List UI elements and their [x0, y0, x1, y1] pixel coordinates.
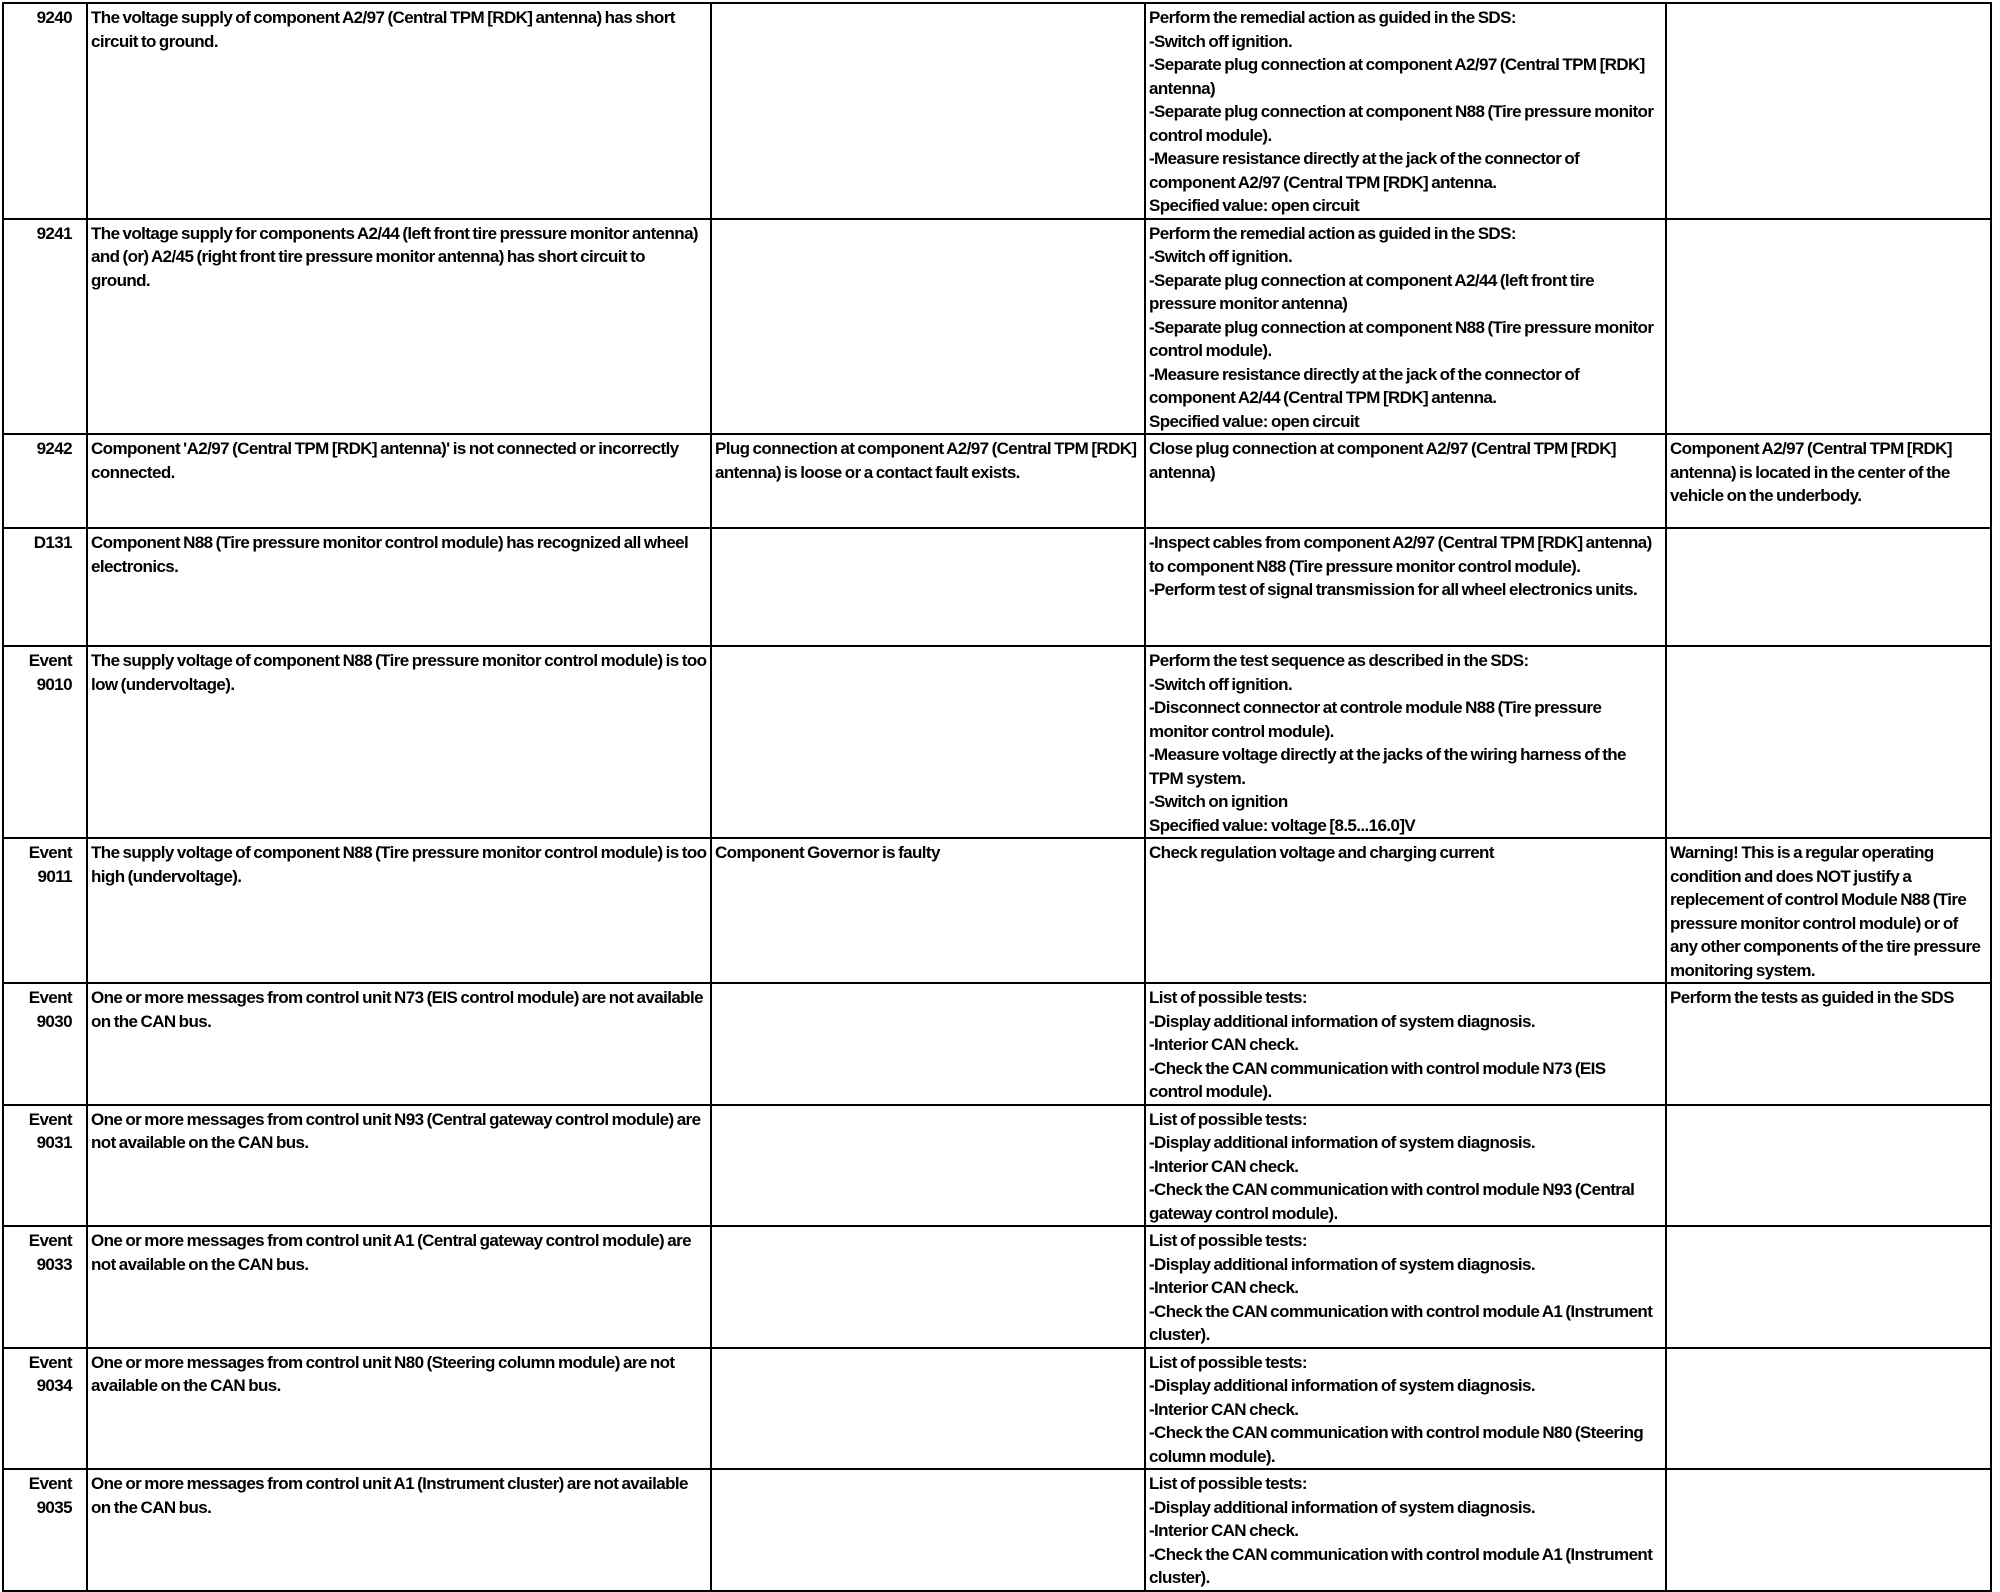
- note-cell: [1666, 3, 1991, 219]
- table-row: [3, 983, 1991, 1105]
- cause-cell: Plug connection at component A2/97 (Central TPM [RDK] antenna) is loose or a contact fault exists.: [711, 434, 1145, 528]
- fault-code-cell: Event 9034: [3, 1348, 87, 1470]
- table-row: [3, 528, 1991, 646]
- action-cell: List of possible tests: -Display additional information of system diagnosis. -Interior CAN check. -Check the CAN communication with control module N73 (EIS control module).: [1145, 983, 1666, 1105]
- description-cell: The voltage supply for components A2/44 (left front tire pressure monitor antenna) and (or) A2/45 (right front tire pressure monitor antenna) has short circuit to ground.: [87, 219, 711, 435]
- note-cell: [1666, 219, 1991, 435]
- description-cell: One or more messages from control unit N93 (Central gateway control module) are not available on the CAN bus.: [87, 1105, 711, 1227]
- table-row: [3, 1226, 1991, 1348]
- note-cell: [1666, 528, 1991, 646]
- fault-code-cell: Event 9010: [3, 646, 87, 838]
- note-cell: [1666, 1469, 1991, 1591]
- fault-code-cell: Event 9030: [3, 983, 87, 1105]
- fault-code-cell: D131: [3, 528, 87, 646]
- action-cell: -Inspect cables from component A2/97 (Central TPM [RDK] antenna) to component N88 (Tire pressure monitor control module). -Perform test of signal transmission for all wheel electronics units.: [1145, 528, 1666, 646]
- description-cell: One or more messages from control unit N73 (EIS control module) are not available on the CAN bus.: [87, 983, 711, 1105]
- cause-cell: [711, 646, 1145, 838]
- note-cell: Perform the tests as guided in the SDS: [1666, 983, 1991, 1105]
- cause-cell: [711, 3, 1145, 219]
- action-cell: List of possible tests: -Display additional information of system diagnosis. -Interior CAN check. -Check the CAN communication with control module N80 (Steering column module).: [1145, 1348, 1666, 1470]
- action-cell: List of possible tests: -Display additional information of system diagnosis. -Interior CAN check. -Check the CAN communication with control module A1 (Instrument cluster).: [1145, 1226, 1666, 1348]
- fault-code-cell: Event 9035: [3, 1469, 87, 1591]
- table-row: [3, 219, 1991, 435]
- cause-cell: [711, 219, 1145, 435]
- note-cell: Warning! This is a regular operating condition and does NOT justify a replecement of control Module N88 (Tire pressure monitor control module) or of any other components of the tire pressure monitoring system.: [1666, 838, 1991, 983]
- action-cell: Perform the remedial action as guided in the SDS: -Switch off ignition. -Separate plug connection at component A2/44 (left front tire pressure monitor antenna) -Separate plug connection at component N88 (Tire pressure monitor control module). -Measure resistance directly at the jack of the connector of component A2/44 (Central TPM [RDK] antenna. Specified value: open circuit: [1145, 219, 1666, 435]
- note-cell: [1666, 646, 1991, 838]
- description-cell: One or more messages from control unit N80 (Steering column module) are not available on the CAN bus.: [87, 1348, 711, 1470]
- description-cell: Component 'A2/97 (Central TPM [RDK] antenna)' is not connected or incorrectly connected.: [87, 434, 711, 528]
- description-cell: One or more messages from control unit A1 (Instrument cluster) are not available on the CAN bus.: [87, 1469, 711, 1591]
- fault-code-cell: 9241: [3, 219, 87, 435]
- description-cell: Component N88 (Tire pressure monitor control module) has recognized all wheel electronics.: [87, 528, 711, 646]
- table-row: [3, 646, 1991, 838]
- note-cell: Component A2/97 (Central TPM [RDK] antenna) is located in the center of the vehicle on the underbody.: [1666, 434, 1991, 528]
- action-cell: Perform the test sequence as described in the SDS: -Switch off ignition. -Disconnect connector at controle module N88 (Tire pressure monitor control module). -Measure voltage directly at the jacks of the wiring harness of the TPM system. -Switch on ignition Specified value: voltage [8.5...16.0]V: [1145, 646, 1666, 838]
- table-row: [3, 1105, 1991, 1227]
- cause-cell: [711, 1348, 1145, 1470]
- fault-code-cell: Event 9033: [3, 1226, 87, 1348]
- note-cell: [1666, 1105, 1991, 1227]
- cause-cell: [711, 1226, 1145, 1348]
- action-cell: Check regulation voltage and charging current: [1145, 838, 1666, 983]
- table-row: [3, 434, 1991, 528]
- table-row: [3, 1469, 1991, 1591]
- description-cell: One or more messages from control unit A1 (Central gateway control module) are not available on the CAN bus.: [87, 1226, 711, 1348]
- note-cell: [1666, 1226, 1991, 1348]
- cause-cell: [711, 1469, 1145, 1591]
- description-cell: The supply voltage of component N88 (Tire pressure monitor control module) is too high (undervoltage).: [87, 838, 711, 983]
- fault-code-cell: 9242: [3, 434, 87, 528]
- fault-code-cell: 9240: [3, 3, 87, 219]
- note-cell: [1666, 1348, 1991, 1470]
- cause-cell: [711, 1105, 1145, 1227]
- fault-code-cell: Event 9011: [3, 838, 87, 983]
- description-cell: The supply voltage of component N88 (Tire pressure monitor control module) is too low (undervoltage).: [87, 646, 711, 838]
- table-row: [3, 1348, 1991, 1470]
- action-cell: Close plug connection at component A2/97 (Central TPM [RDK] antenna): [1145, 434, 1666, 528]
- action-cell: List of possible tests: -Display additional information of system diagnosis. -Interior CAN check. -Check the CAN communication with control module A1 (Instrument cluster).: [1145, 1469, 1666, 1591]
- action-cell: List of possible tests: -Display additional information of system diagnosis. -Interior CAN check. -Check the CAN communication with control module N93 (Central gateway control module).: [1145, 1105, 1666, 1227]
- fault-code-cell: Event 9031: [3, 1105, 87, 1227]
- description-cell: The voltage supply of component A2/97 (Central TPM [RDK] antenna) has short circuit to ground.: [87, 3, 711, 219]
- cause-cell: Component Governor is faulty: [711, 838, 1145, 983]
- cause-cell: [711, 528, 1145, 646]
- fault-code-table: [2, 2, 1992, 1592]
- action-cell: Perform the remedial action as guided in the SDS: -Switch off ignition. -Separate plug connection at component A2/97 (Central TPM [RDK] antenna) -Separate plug connection at component N88 (Tire pressure monitor control module). -Measure resistance directly at the jack of the connector of component A2/97 (Central TPM [RDK] antenna. Specified value: open circuit: [1145, 3, 1666, 219]
- table-row: [3, 3, 1991, 219]
- cause-cell: [711, 983, 1145, 1105]
- table-row: [3, 838, 1991, 983]
